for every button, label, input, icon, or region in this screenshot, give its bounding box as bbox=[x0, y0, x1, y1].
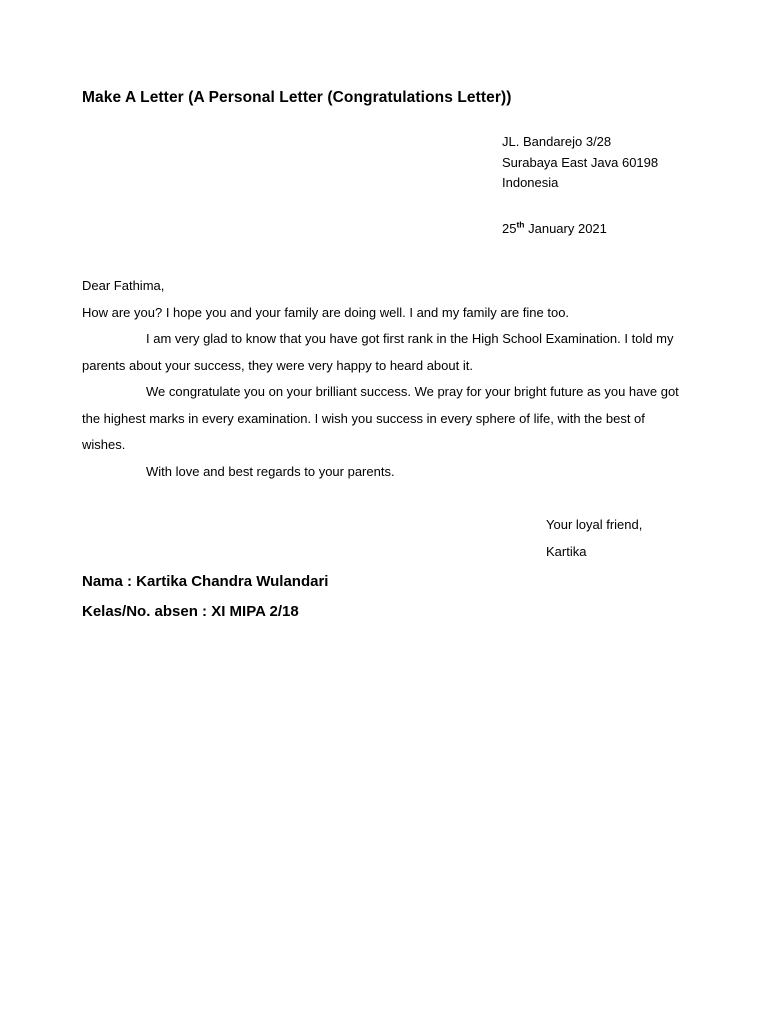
address-line-city: Surabaya East Java 60198 bbox=[502, 154, 659, 170]
letter-greeting: Dear Fathima, bbox=[82, 278, 165, 293]
letter-body bbox=[82, 273, 682, 485]
letter-opening: How are you? I hope you and your family are doing well. I and my family are fine too. bbox=[82, 304, 570, 320]
date-month-year: January 2021 bbox=[524, 221, 607, 236]
student-info bbox=[82, 567, 328, 627]
letter-date bbox=[502, 219, 607, 239]
letter-closing bbox=[546, 511, 642, 565]
closing-signature: Kartika bbox=[546, 544, 587, 559]
address-line-country: Indonesia bbox=[502, 175, 559, 190]
date-ordinal-suffix: th bbox=[516, 219, 525, 230]
student-class: Kelas/No. absen : XI MIPA 2/18 bbox=[82, 603, 299, 620]
date-day: 25 bbox=[502, 221, 517, 236]
letter-paragraph-1: I am very glad to know that you have got first rank in the High School Examination. I told my parents about your success, they were very happy to heard about it. bbox=[82, 331, 674, 373]
address-line-street: JL. Bandarejo 3/28 bbox=[502, 134, 612, 149]
letter-paragraph-2: We congratulate you on your brilliant success. We pray for your bright future as you have got the highest marks in every examination. I wish you success in every sphere of life, with the best of wishes. bbox=[82, 384, 679, 452]
student-name: Nama : Kartika Chandra Wulandari bbox=[82, 573, 329, 590]
document-title: Make A Letter (A Personal Letter (Congratulations Letter)) bbox=[82, 89, 512, 106]
sender-address bbox=[502, 132, 658, 194]
letter-paragraph-3: With love and best regards to your parents. bbox=[146, 463, 395, 479]
closing-phrase: Your loyal friend, bbox=[546, 517, 643, 532]
